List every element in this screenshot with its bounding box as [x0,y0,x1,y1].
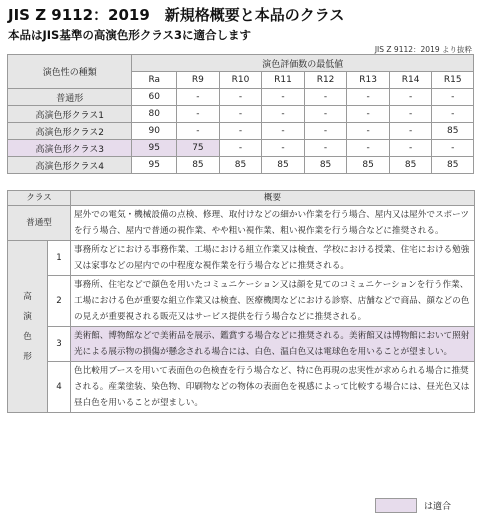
value-cell: 95 [132,157,177,174]
table-row [8,123,474,140]
source-note: JIS Z 9112：2019 より抜粋 [374,45,472,54]
value-cell: 95 [132,140,177,157]
value-cell: - [432,106,474,123]
row-label: 高演色形クラス1 [8,106,132,123]
class-label-high: 高 演 色 形 [8,241,48,413]
row-label: 高演色形クラス4 [8,157,132,174]
value-cell: - [262,106,305,123]
value-cell: - [432,140,474,157]
value-cell: - [219,89,262,106]
color-rendering-table [7,54,474,174]
row-header: 演色性の種類 [8,55,132,89]
column-header: R9 [177,72,220,89]
value-cell: - [389,89,432,106]
summary-header: 概要 [71,191,475,206]
class-description: 事務所、住宅などで顔色を用いたコミュニケーション又は顔を見てのコミュニケーションを行う作業、工場における色が重要な組立作業又は検査、医療機関などにおける診察、店舗などで商品、顔などの色の見えが重要視される販売又はサービス提供を行う場合などに推奨される。 [71,276,475,327]
value-cell: - [389,123,432,140]
value-cell: 80 [132,106,177,123]
table-row-highlighted [8,140,474,157]
table-row-highlighted [8,327,475,362]
row-label: 高演色形クラス2 [8,123,132,140]
table-row [8,276,475,327]
value-cell: 85 [432,157,474,174]
class-description: 屋外での電気・機械設備の点検、修理、取付けなどの細かい作業を行う場合、屋内又は屋外でスポーツを行う場合、屋内で普通の視作業、やや粗い視作業、粗い視作業を行う場合などに推奨される。 [71,206,475,241]
value-cell: 85 [177,157,220,174]
group-header: 演色評価数の最低値 [132,55,474,72]
class-label-normal: 普通型 [8,206,71,241]
column-header: R11 [262,72,305,89]
value-cell: - [262,123,305,140]
legend-label: は適合 [424,502,452,512]
value-cell: 75 [177,140,220,157]
column-header: R14 [389,72,432,89]
value-cell: - [347,140,390,157]
class-number: 2 [48,276,71,327]
page-subtitle: 本品はJIS基準の高演色形クラス3に適合します [8,28,251,42]
class-header: クラス [8,191,71,206]
page-title: JIS Z 9112：2019 新規格概要と本品のクラス [8,6,345,24]
value-cell: - [219,106,262,123]
value-cell: 85 [389,157,432,174]
column-header: R13 [347,72,390,89]
value-cell: - [347,89,390,106]
table-row [8,362,475,413]
table-row [8,89,474,106]
value-cell: - [177,89,220,106]
table-row [8,241,475,276]
value-cell: - [432,89,474,106]
value-cell: 85 [432,123,474,140]
value-cell: - [219,140,262,157]
row-label: 高演色形クラス3 [8,140,132,157]
value-cell: - [389,140,432,157]
value-cell: 90 [132,123,177,140]
value-cell: 85 [262,157,305,174]
column-header: Ra [132,72,177,89]
value-cell: - [177,106,220,123]
value-cell: - [347,123,390,140]
value-cell: - [262,140,305,157]
legend-swatch [375,498,417,513]
row-label: 普通形 [8,89,132,106]
class-number: 1 [48,241,71,276]
class-description: 美術館、博物館などで美術品を展示、鑑賞する場合などに推奨される。美術館又は博物館において照射光による展示物の損傷が懸念される場合には、白色、温白色又は電球色を用いることが望ましい。 [71,327,475,362]
column-header: R12 [304,72,347,89]
class-number: 4 [48,362,71,413]
class-description: 事務所などにおける事務作業、工場における組立作業又は検査、学校における授業、住宅における勉強又は家事などの屋内での中程度な視作業を行う場合などに推奨される。 [71,241,475,276]
table-row [8,206,475,241]
value-cell: - [389,106,432,123]
value-cell: - [347,106,390,123]
value-cell: 60 [132,89,177,106]
value-cell: - [262,89,305,106]
table-row [8,106,474,123]
value-cell: 85 [304,157,347,174]
class-summary-table [7,190,475,413]
value-cell: - [304,89,347,106]
value-cell: - [219,123,262,140]
class-number: 3 [48,327,71,362]
column-header: R10 [219,72,262,89]
value-cell: - [304,106,347,123]
value-cell: - [304,123,347,140]
value-cell: - [177,123,220,140]
column-header: R15 [432,72,474,89]
value-cell: - [304,140,347,157]
class-description: 色比較用ブースを用いて表面色の色検査を行う場合など、特に色再現の忠実性が求められる場合に推奨される。産業塗装、染色物、印刷物などの物体の表面色を視感によって比較する場合には、昼光色又は昼白色を用いることが望ましい。 [71,362,475,413]
table-row [8,157,474,174]
value-cell: 85 [347,157,390,174]
value-cell: 85 [219,157,262,174]
